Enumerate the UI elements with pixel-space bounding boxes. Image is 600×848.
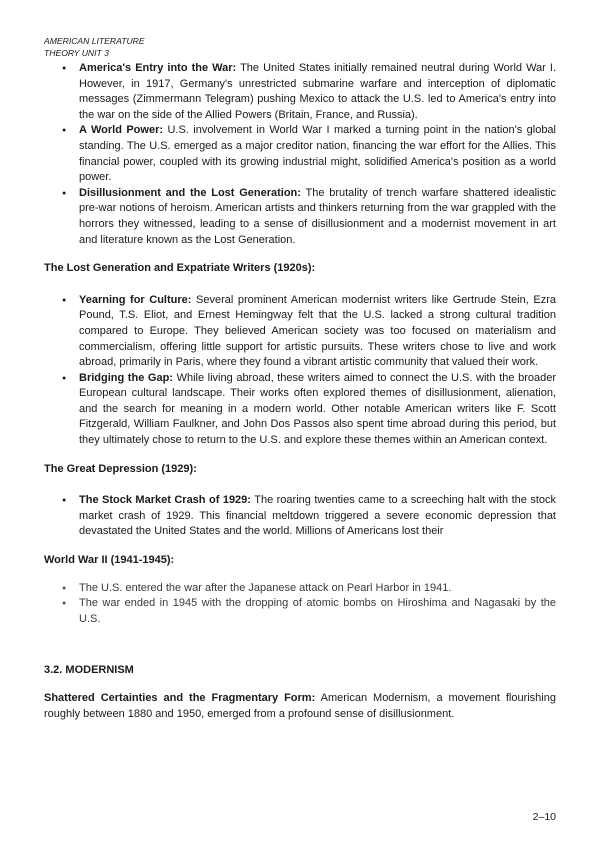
section-heading-lost-generation: The Lost Generation and Expatriate Writers (1920s): bbox=[44, 262, 316, 275]
bullet-text: The brutality of trench warfare shattered idealistic pre-war notions of heroism. American artists and thinkers returning from the war grappled with the horrors they witnessed, leading to a sense of disillusionment and a modernist movement in art and literature known as the Lost Generation. bbox=[79, 186, 556, 246]
list-item bbox=[79, 123, 556, 185]
bullet-heading: Bridging the Gap: bbox=[79, 371, 173, 384]
bullet-heading: A World Power: bbox=[79, 124, 164, 137]
bullet-heading: Yearning for Culture: bbox=[79, 293, 192, 306]
list-item bbox=[79, 493, 556, 540]
lost-generation-bullet-list bbox=[44, 293, 556, 449]
unit-title: THEORY UNIT 3 bbox=[44, 48, 109, 58]
page-header bbox=[44, 35, 145, 59]
list-item bbox=[79, 371, 556, 449]
ww2-bullet-list bbox=[44, 581, 556, 628]
page-number: 2–10 bbox=[532, 811, 556, 823]
bullet-text: While living abroad, these writers aimed to connect the U.S. with the broader European cultural landscape. Their works often explored themes of disillusionment, alienation, and the search for meaning in a modern world. Other notable American writers like F. Scott Fitzgerald, William Faulkner, and John Dos Passos also spent time abroad during this period, but they ultimately chose to return to the U.S. and explore these themes within an American context. bbox=[79, 371, 556, 447]
bullet-text: U.S. involvement in World War I marked a turning point in the nation's global standing. The U.S. emerged as a major creditor nation, financing the war effort for the Allies. This financial power, coupled with its growing industrial might, solidified America's position as a world power. bbox=[79, 124, 556, 184]
section-title-modernism: 3.2. MODERNISM bbox=[44, 664, 134, 677]
section-heading-great-depression: The Great Depression (1929): bbox=[44, 462, 197, 475]
modernism-paragraph bbox=[44, 691, 556, 722]
bullet-text: Several prominent American modernist writers like Gertrude Stein, Ezra Pound, T.S. Eliot, and Ernest Hemingway felt that the U.S. lacked a strong cultural tradition compared to Europe. They believed American society was too focused on materialism and commercialism, offering little support for artistic pursuits. These writers chose to live and work abroad, primarily in Paris, where they found a vibrant artistic community that valued their work. bbox=[79, 293, 556, 369]
paragraph-text: American Modernism, a movement flourishing roughly between 1880 and 1950, emerged from a profound sense of disillusionment. bbox=[44, 692, 556, 720]
ww1-bullet-list bbox=[44, 61, 556, 248]
list-item: ● The U.S. entered the war after the Japanese attack on Pearl Harbor in 1941. bbox=[79, 581, 556, 597]
list-item: ● The war ended in 1945 with the dropping of atomic bombs on Hiroshima and Nagasaki by the U.S. bbox=[79, 596, 556, 627]
list-item bbox=[79, 61, 556, 123]
course-title: AMERICAN LITERATURE bbox=[44, 36, 145, 46]
bullet-heading: America's Entry into the War: bbox=[79, 62, 237, 74]
bullet-text: The roaring twenties came to a screeching halt with the stock market crash of 1929. This financial meltdown triggered a severe economic depression that devastated the United States and the world. Millions of Americans lost their bbox=[79, 494, 556, 538]
bullet-heading: The Stock Market Crash of 1929: bbox=[79, 494, 251, 507]
list-item bbox=[79, 293, 556, 371]
paragraph-heading: Shattered Certainties and the Fragmentary Form: bbox=[44, 692, 316, 704]
bullet-text: The United States initially remained neutral during World War I. However, in 1917, Germany's unrestricted submarine warfare and interception of diplomatic messages (Zimmermann Telegram) pushing Mexico to attack the U.S. led to America's entry into the war on the side of the Allied Powers (Britain, France, and Russia). bbox=[79, 62, 556, 121]
list-item bbox=[79, 186, 556, 248]
depression-bullet-list bbox=[44, 493, 556, 540]
bullet-heading: Disillusionment and the Lost Generation: bbox=[79, 186, 301, 199]
document-body bbox=[44, 61, 556, 722]
section-heading-ww2: World War II (1941-1945): bbox=[44, 554, 175, 567]
